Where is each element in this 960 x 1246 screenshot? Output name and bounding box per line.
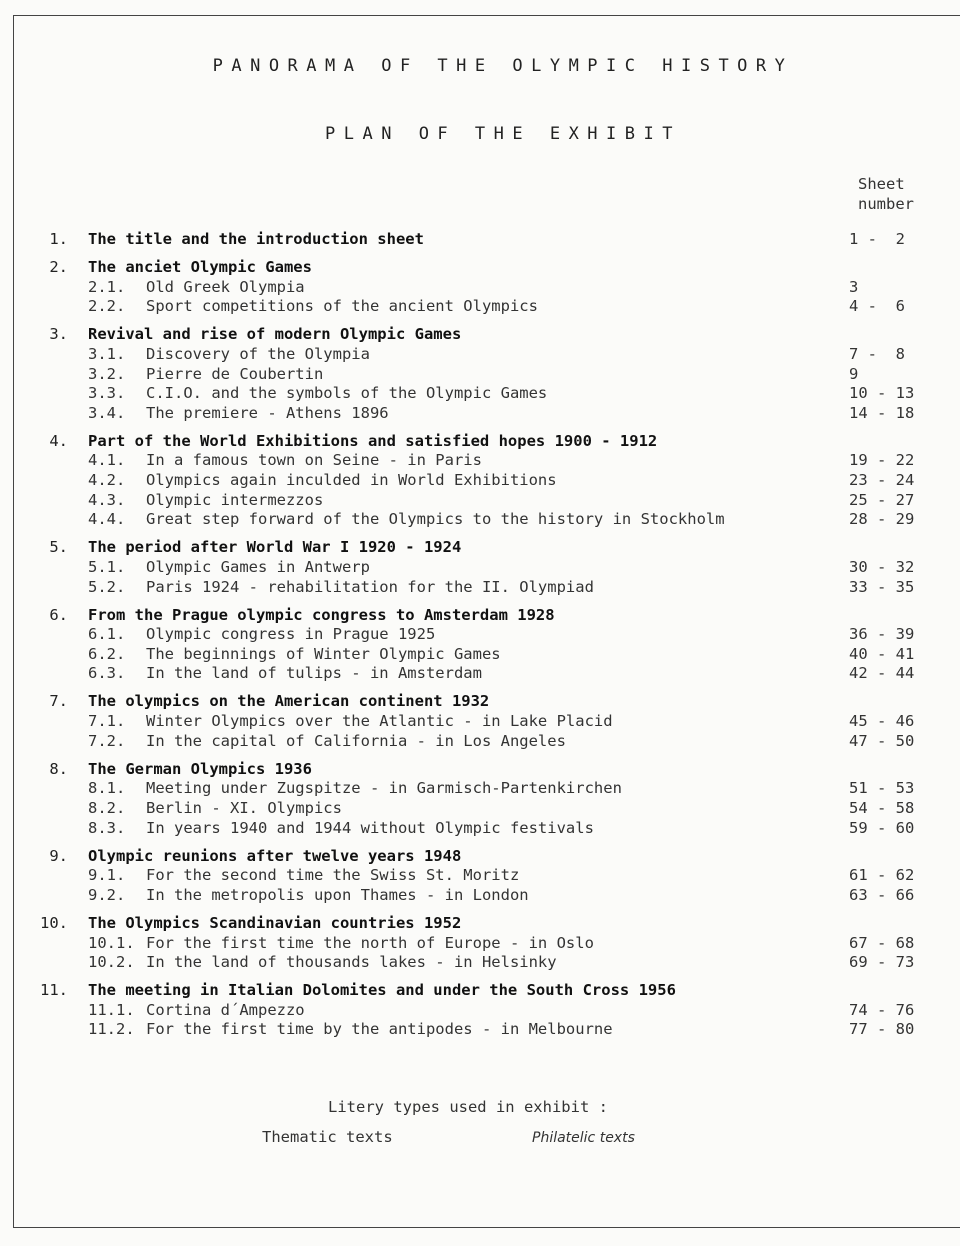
subsection-number: 3.4. <box>88 403 126 422</box>
subsection-sheet-range: 10 - 13 <box>849 384 915 403</box>
section-heading-row <box>0 914 960 934</box>
section-sheet-range: 1 - 2 <box>849 230 905 248</box>
subsection-row <box>0 345 960 365</box>
subsection-title: In a famous town on Seine - in Paris <box>146 451 482 470</box>
subsection-number: 4.2. <box>88 471 126 490</box>
section-title: The title and the introduction sheet <box>88 230 424 248</box>
subsection-sheet-range: 30 - 32 <box>849 557 915 576</box>
section-heading-row <box>0 432 960 452</box>
subsection-row <box>0 578 960 598</box>
subsection-row <box>0 625 960 645</box>
subsection-sheet-range: 51 - 53 <box>849 779 915 798</box>
subsection-title: Pierre de Coubertin <box>146 364 324 383</box>
subsection-row <box>0 384 960 404</box>
section-title: From the Prague olympic congress to Amsterdam 1928 <box>88 605 555 624</box>
subsection-row <box>0 1001 960 1021</box>
subsection-title: In the land of tulips - in Amsterdam <box>146 664 482 683</box>
subsection-row <box>0 278 960 298</box>
section-number: 10. <box>40 913 68 932</box>
subsection-row <box>0 953 960 973</box>
section-title: The period after World War I 1920 - 1924 <box>88 538 462 557</box>
subsection-number: 10.2. <box>88 953 135 972</box>
subsection-row <box>0 712 960 732</box>
subsection-sheet-range: 25 - 27 <box>849 490 915 509</box>
toc-section <box>0 847 960 906</box>
subsection-number: 10.1. <box>88 933 135 952</box>
subsection-title: For the second time the Swiss St. Moritz <box>146 866 520 885</box>
subsection-number: 3.3. <box>88 384 126 403</box>
subsection-row <box>0 645 960 665</box>
subsection-sheet-range: 67 - 68 <box>849 933 915 952</box>
section-heading-row <box>0 760 960 780</box>
toc-section <box>0 432 960 530</box>
subsection-title: In years 1940 and 1944 without Olympic festivals <box>146 818 594 837</box>
subsection-title: Olympic Games in Antwerp <box>146 557 370 576</box>
toc-section <box>0 692 960 751</box>
subsection-row <box>0 297 960 317</box>
subsection-row <box>0 451 960 471</box>
subsection-sheet-range: 59 - 60 <box>849 818 915 837</box>
subsection-title: Berlin - XI. Olympics <box>146 798 342 817</box>
subsection-number: 6.1. <box>88 625 126 644</box>
subsection-sheet-range: 74 - 76 <box>849 1000 915 1019</box>
subsection-sheet-range: 9 <box>849 364 859 383</box>
subsection-sheet-range: 54 - 58 <box>849 798 915 817</box>
subsection-title: Sport competitions of the ancient Olympics <box>146 297 538 316</box>
subsection-number: 3.2. <box>88 364 126 383</box>
subsection-row <box>0 664 960 684</box>
subsection-number: 8.1. <box>88 779 126 798</box>
toc-section <box>0 981 960 1040</box>
subsection-title: In the land of thousands lakes - in Helsinky <box>146 953 557 972</box>
subsection-title: Olympic congress in Prague 1925 <box>146 625 436 644</box>
subsection-title: For the first time the north of Europe - in Oslo <box>146 933 594 952</box>
subsection-row <box>0 819 960 839</box>
subsection-sheet-range: 14 - 18 <box>849 403 915 422</box>
section-number: 4. <box>49 431 68 450</box>
section-title: Revival and rise of modern Olympic Games <box>88 325 462 344</box>
subsection-title: Great step forward of the Olympics to the history in Stockholm <box>146 510 725 529</box>
subsection-number: 5.1. <box>88 557 126 576</box>
section-title: The meeting in Italian Dolomites and under the South Cross 1956 <box>88 981 676 1000</box>
toc-section <box>0 538 960 597</box>
section-number: 8. <box>49 759 68 778</box>
subsection-sheet-range: 61 - 62 <box>849 866 915 885</box>
subsection-number: 3.1. <box>88 344 126 363</box>
section-heading-row <box>0 230 960 250</box>
subsection-row <box>0 1020 960 1040</box>
document-title: PANORAMA OF THE OLYMPIC HISTORY <box>212 56 794 76</box>
section-number: 5. <box>49 538 68 557</box>
toc-section <box>0 914 960 973</box>
subsection-row <box>0 471 960 491</box>
subsection-row <box>0 732 960 752</box>
subsection-sheet-range: 28 - 29 <box>849 510 915 529</box>
subsection-number: 4.4. <box>88 510 126 529</box>
section-title: Part of the World Exhibitions and satisfied hopes 1900 - 1912 <box>88 431 658 450</box>
section-number: 6. <box>49 605 68 624</box>
subsection-title: Meeting under Zugspitze - in Garmisch-Partenkirchen <box>146 779 622 798</box>
subsection-title: C.I.O. and the symbols of the Olympic Games <box>146 384 548 403</box>
subsection-number: 2.1. <box>88 277 126 296</box>
section-title: The Olympics Scandinavian countries 1952 <box>88 913 462 932</box>
subsection-sheet-range: 36 - 39 <box>849 625 915 644</box>
footer-caption: Litery types used in exhibit : <box>328 1098 608 1116</box>
subsection-title: Old Greek Olympia <box>146 277 305 296</box>
subsection-sheet-range: 4 - 6 <box>849 297 905 316</box>
toc-section <box>0 258 960 317</box>
footer-philatelic-texts: Philatelic texts <box>532 1130 635 1146</box>
section-heading-row <box>0 258 960 278</box>
section-heading-row <box>0 325 960 345</box>
subsection-sheet-range: 45 - 46 <box>849 712 915 731</box>
subsection-sheet-range: 77 - 80 <box>849 1020 915 1039</box>
subsection-number: 7.1. <box>88 712 126 731</box>
document-subtitle: PLAN OF THE EXHIBIT <box>325 124 681 144</box>
section-heading-row <box>0 538 960 558</box>
subsection-title: Discovery of the Olympia <box>146 344 370 363</box>
subsection-sheet-range: 19 - 22 <box>849 451 915 470</box>
subsection-row <box>0 365 960 385</box>
subsection-title: In the capital of California - in Los Angeles <box>146 731 566 750</box>
sheet-number-header <box>858 174 914 214</box>
section-title: The German Olympics 1936 <box>88 759 312 778</box>
subsection-row <box>0 779 960 799</box>
subsection-sheet-range: 42 - 44 <box>849 664 915 683</box>
subsection-row <box>0 934 960 954</box>
subsection-row <box>0 866 960 886</box>
subsection-sheet-range: 3 <box>849 277 859 296</box>
section-number: 3. <box>49 325 68 344</box>
section-heading-row <box>0 981 960 1001</box>
footer-thematic-texts: Thematic texts <box>262 1128 393 1146</box>
subsection-sheet-range: 7 - 8 <box>849 344 905 363</box>
subsection-title: The beginnings of Winter Olympic Games <box>146 644 501 663</box>
subsection-title: Cortina d´Ampezzo <box>146 1000 305 1019</box>
subsection-sheet-range: 47 - 50 <box>849 731 915 750</box>
subsection-title: For the first time by the antipodes - in Melbourne <box>146 1020 613 1039</box>
subsection-number: 4.1. <box>88 451 126 470</box>
table-of-contents <box>0 230 960 1048</box>
subsection-row <box>0 886 960 906</box>
subsection-title: In the metropolis upon Thames - in London <box>146 885 529 904</box>
subsection-row <box>0 404 960 424</box>
section-title: The anciet Olympic Games <box>88 258 312 277</box>
sheet-header-line-2: number <box>858 195 914 213</box>
subsection-number: 9.1. <box>88 866 126 885</box>
section-heading-row <box>0 692 960 712</box>
section-title: Olympic reunions after twelve years 1948 <box>88 846 462 865</box>
toc-section <box>0 230 960 250</box>
section-number: 2. <box>49 258 68 277</box>
section-number: 11. <box>40 981 68 1000</box>
subsection-number: 11.2. <box>88 1020 135 1039</box>
toc-section <box>0 760 960 838</box>
subsection-number: 5.2. <box>88 577 126 596</box>
section-number: 7. <box>49 692 68 711</box>
section-title: The olympics on the American continent 1932 <box>88 692 490 711</box>
subsection-number: 6.3. <box>88 664 126 683</box>
subsection-title: Paris 1924 - rehabilitation for the II. Olympiad <box>146 577 594 596</box>
section-number: 9. <box>49 846 68 865</box>
subsection-number: 8.3. <box>88 818 126 837</box>
section-number: 1. <box>49 230 68 248</box>
subsection-number: 11.1. <box>88 1000 135 1019</box>
subsection-sheet-range: 69 - 73 <box>849 953 915 972</box>
subsection-title: Winter Olympics over the Atlantic - in Lake Placid <box>146 712 613 731</box>
subsection-sheet-range: 23 - 24 <box>849 471 915 490</box>
subsection-row <box>0 799 960 819</box>
subsection-row <box>0 491 960 511</box>
subsection-sheet-range: 40 - 41 <box>849 644 915 663</box>
subsection-sheet-range: 33 - 35 <box>849 577 915 596</box>
subsection-number: 4.3. <box>88 490 126 509</box>
sheet-header-line-1: Sheet <box>858 175 905 193</box>
subsection-number: 8.2. <box>88 798 126 817</box>
subsection-number: 9.2. <box>88 885 126 904</box>
subsection-number: 6.2. <box>88 644 126 663</box>
subsection-sheet-range: 63 - 66 <box>849 885 915 904</box>
toc-section <box>0 606 960 684</box>
subsection-row <box>0 510 960 530</box>
subsection-title: Olympics again inculded in World Exhibitions <box>146 471 557 490</box>
subsection-title: The premiere - Athens 1896 <box>146 403 389 422</box>
subsection-title: Olympic intermezzos <box>146 490 324 509</box>
toc-section <box>0 325 960 423</box>
section-heading-row <box>0 606 960 626</box>
section-heading-row <box>0 847 960 867</box>
subsection-number: 2.2. <box>88 297 126 316</box>
subsection-number: 7.2. <box>88 731 126 750</box>
subsection-row <box>0 558 960 578</box>
